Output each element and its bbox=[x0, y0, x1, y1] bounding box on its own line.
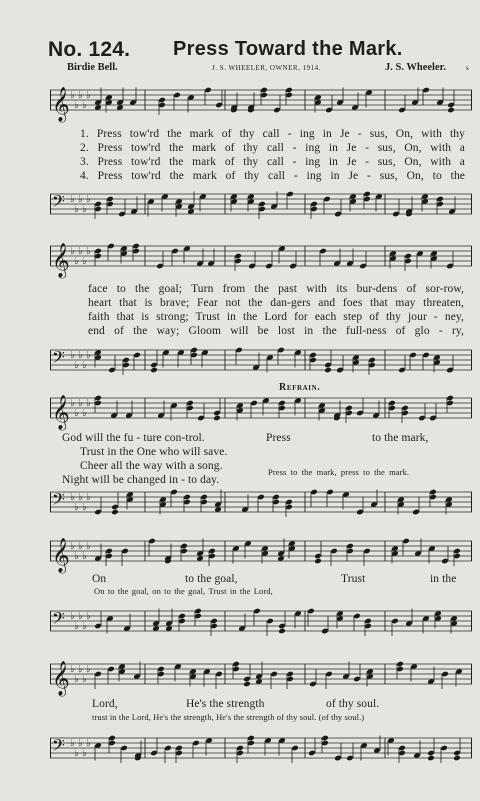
verse-1-line-2: face to the goal; Turn from the past with its bur-dens of sor-row, bbox=[88, 283, 464, 295]
flat-icon: ♭ bbox=[74, 502, 79, 513]
verse-4-line-3: Night will be changed in - to day. bbox=[62, 474, 220, 486]
flat-icon: ♭ bbox=[86, 492, 91, 503]
flat-icon: ♭ bbox=[82, 256, 87, 267]
flat-icon: ♭ bbox=[70, 398, 75, 409]
flat-icon: ♭ bbox=[82, 408, 87, 419]
bass-clef-icon: 𝄢 bbox=[52, 191, 65, 215]
flat-icon: ♭ bbox=[74, 360, 79, 371]
flat-icon: ♭ bbox=[74, 256, 79, 267]
flat-icon: ♭ bbox=[78, 664, 83, 675]
flat-icon: ♭ bbox=[86, 350, 91, 361]
flat-icon: ♭ bbox=[78, 194, 83, 205]
hymn-number: No. 124. bbox=[48, 38, 131, 61]
bass-clef-icon: 𝄢 bbox=[52, 489, 65, 513]
flat-icon: ♭ bbox=[86, 738, 91, 749]
verse-4-line-2: end of the way; Gloom will be lost in the full-ness of glo - ry, bbox=[88, 325, 464, 337]
flat-icon: ♭ bbox=[78, 738, 83, 749]
flat-icon: ♭ bbox=[70, 738, 75, 749]
verse-3-line-2: faith that is strong; Trust in the Lord for each step of thy jour - ney, bbox=[88, 311, 464, 323]
flat-icon: ♭ bbox=[86, 664, 91, 675]
verse-3-line-1: 3. Press tow'rd the mark of thy call - ing in Je - sus, On, with a bbox=[80, 156, 465, 168]
flat-icon: ♭ bbox=[86, 541, 91, 552]
flat-icon: ♭ bbox=[70, 664, 75, 675]
treble-clef-icon: 𝄞 bbox=[52, 395, 70, 430]
flat-icon: ♭ bbox=[78, 90, 83, 101]
verse-1-line-1: 1. Press tow'rd the mark of thy call - ing in Je - sus, On, with thy bbox=[80, 128, 465, 140]
flat-icon: ♭ bbox=[74, 100, 79, 111]
verse-4-line-1: 4. Press tow'rd the mark of thy call - ing in Je - sus, On, to the bbox=[80, 170, 465, 182]
flat-icon: ♭ bbox=[70, 492, 75, 503]
flat-icon: ♭ bbox=[86, 398, 91, 409]
flat-icon: ♭ bbox=[78, 246, 83, 257]
flat-icon: ♭ bbox=[70, 350, 75, 361]
copyright-notice: J. S. WHEELER, OWNER, 1914. bbox=[212, 64, 321, 72]
refrain-soprano-to-the-mark: to the mark, bbox=[372, 432, 429, 444]
flat-icon: ♭ bbox=[78, 541, 83, 552]
refrain-soprano-on: On bbox=[92, 573, 107, 585]
page-mark: s bbox=[466, 64, 469, 72]
refrain-soprano-to-the-goal: to the goal, bbox=[185, 573, 238, 585]
refrain-soprano-press: Press bbox=[266, 432, 291, 444]
flat-icon: ♭ bbox=[82, 748, 87, 759]
tune-name: Birdie Bell. bbox=[67, 62, 118, 73]
flat-icon: ♭ bbox=[70, 194, 75, 205]
refrain-soprano-lord: Lord, bbox=[92, 698, 118, 710]
bass-staff-2 bbox=[50, 336, 472, 386]
flat-icon: ♭ bbox=[82, 100, 87, 111]
flat-icon: ♭ bbox=[78, 398, 83, 409]
treble-staff-1 bbox=[50, 76, 472, 126]
flat-icon: ♭ bbox=[78, 350, 83, 361]
refrain-soprano-strength: He's the strength bbox=[186, 698, 265, 710]
flat-icon: ♭ bbox=[78, 492, 83, 503]
composer-name: J. S. Wheeler. bbox=[385, 62, 446, 73]
flat-icon: ♭ bbox=[86, 194, 91, 205]
flat-icon: ♭ bbox=[82, 360, 87, 371]
flat-icon: ♭ bbox=[86, 246, 91, 257]
verse-3-line-3: Cheer all the way with a song. bbox=[80, 460, 223, 472]
bass-clef-icon: 𝄢 bbox=[52, 347, 65, 371]
refrain-bass-words-2: On to the goal, on to the goal, Trust in the Lord, bbox=[94, 586, 273, 596]
flat-icon: ♭ bbox=[74, 551, 79, 562]
flat-icon: ♭ bbox=[82, 674, 87, 685]
bass-staff-5 bbox=[50, 724, 472, 774]
treble-staff-4 bbox=[50, 527, 472, 577]
flat-icon: ♭ bbox=[82, 502, 87, 513]
bass-staff-1 bbox=[50, 180, 472, 230]
refrain-soprano-trust: Trust bbox=[341, 573, 366, 585]
treble-staff-5 bbox=[50, 650, 472, 700]
flat-icon: ♭ bbox=[82, 204, 87, 215]
treble-clef-icon: 𝄞 bbox=[52, 661, 70, 696]
treble-clef-icon: 𝄞 bbox=[52, 538, 70, 573]
flat-icon: ♭ bbox=[70, 90, 75, 101]
refrain-bass-words-3: trust in the Lord, He's the strength, He's the strength of thy soul. (of thy soul.) bbox=[92, 712, 365, 722]
hymn-title: Press Toward the Mark. bbox=[173, 38, 403, 60]
refrain-soprano-in-the: in the bbox=[430, 573, 457, 585]
bass-staff-4 bbox=[50, 597, 472, 647]
verse-2-line-1: 2. Press tow'rd the mark of thy call - ing in Je - sus, On, with a bbox=[80, 142, 465, 154]
flat-icon: ♭ bbox=[70, 611, 75, 622]
treble-clef-icon: 𝄞 bbox=[52, 87, 70, 122]
flat-icon: ♭ bbox=[70, 541, 75, 552]
treble-staff-2 bbox=[50, 232, 472, 282]
flat-icon: ♭ bbox=[74, 621, 79, 632]
flat-icon: ♭ bbox=[86, 90, 91, 101]
flat-icon: ♭ bbox=[86, 611, 91, 622]
refrain-label: Refrain. bbox=[279, 382, 321, 393]
refrain-bass-words: Press to the mark, press to the mark. bbox=[268, 467, 410, 477]
verse-1-line-3: God will the fu - ture con-trol. bbox=[62, 432, 205, 444]
refrain-soprano-of-thy-soul: of thy soul. bbox=[326, 698, 380, 710]
bass-clef-icon: 𝄢 bbox=[52, 735, 65, 759]
flat-icon: ♭ bbox=[78, 611, 83, 622]
flat-icon: ♭ bbox=[74, 204, 79, 215]
verse-2-line-2: heart that is brave; Fear not the dan-gers and foes that may threaten, bbox=[88, 297, 464, 309]
treble-staff-3 bbox=[50, 384, 472, 434]
flat-icon: ♭ bbox=[82, 551, 87, 562]
flat-icon: ♭ bbox=[70, 246, 75, 257]
flat-icon: ♭ bbox=[74, 748, 79, 759]
flat-icon: ♭ bbox=[74, 408, 79, 419]
bass-staff-3 bbox=[50, 478, 472, 528]
treble-clef-icon: 𝄞 bbox=[52, 243, 70, 278]
flat-icon: ♭ bbox=[74, 674, 79, 685]
verse-2-line-3: Trust in the One who will save. bbox=[80, 446, 228, 458]
flat-icon: ♭ bbox=[82, 621, 87, 632]
bass-clef-icon: 𝄢 bbox=[52, 608, 65, 632]
